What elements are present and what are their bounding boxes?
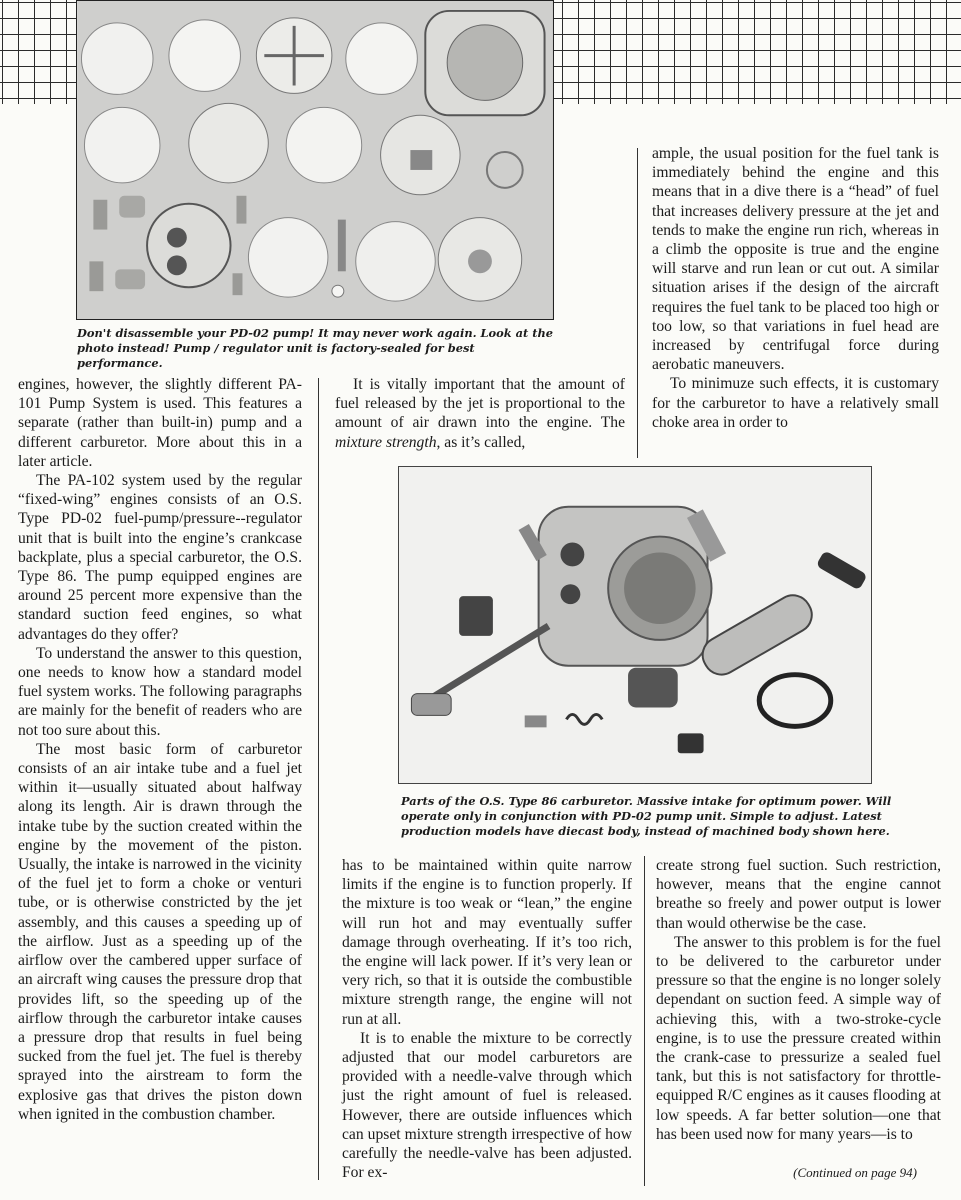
paragraph: The most basic form of carburetor consists of an air intake tube and a fuel jet within it—usually situated about halfway along its length. Air is drawn through the intake tube by the suction created within the engine by the movement of the piston. Usually, the intake is narrowed in the vicinity of the fuel jet to form a choke or venturi tube, or is otherwise constricted by the jet assembly, and this causes a speeding up of the airflow. Just as a speeding up of the airflow over the cambered upper surface of an aircraft wing causes the pressure drop that provides lift, so the speeding up of the airflow through the carburetor intake causes a pressure drop that results in fuel being sucked from the fuel jet. The fuel is thereby sprayed into the airstream to form the explosive gas that drives the piston down when ignited in the combustion chamber. <box>18 740 302 1123</box>
text-column-1 <box>18 375 302 1124</box>
carburetor-photo-caption <box>401 794 901 839</box>
text-column-3-top <box>652 144 939 432</box>
text-column-2-top <box>335 375 625 452</box>
text-run: , as it’s called, <box>436 433 526 451</box>
paragraph: engines, however, the slightly different PA-101 Pump System is used. This features a separate (rather than built-in) pump and a different carburetor. More about this in a later article. <box>18 376 302 470</box>
paragraph: To minimuze such effects, it is customary for the carburetor to have a relatively small choke area in order to <box>652 375 939 431</box>
pump-parts-illustration <box>77 1 553 319</box>
continued-note: (Continued on page 94) <box>793 1165 917 1180</box>
paragraph: ample, the usual position for the fuel tank is immediately behind the engine and this means that in a dive there is a “head” of fuel that increases delivery pressure at the jet and tends to make the engine run rich, whereas in a climb the opposite is true and the engine will starve and run lean or cut out. A similar situation arises if the design of the aircraft requires the fuel tank to be placed too high or too low, so that variations in fuel head are increased by centrifugal force during aerobatic maneuvers. <box>652 145 939 374</box>
column-rule <box>637 148 638 458</box>
pump-parts-photo <box>76 0 554 320</box>
text-column-3-bottom <box>656 856 941 1144</box>
caption-line: production models have diecast body, instead of machined body shown here. <box>401 824 890 838</box>
carburetor-illustration <box>399 467 871 783</box>
column-rule <box>318 378 319 1180</box>
text-run: It is vitally important that the amount of fuel released by the jet is proportional to the amount of air drawn into the engine. The <box>335 376 625 432</box>
caption-line: Don't disassemble your PD-02 pump! It may never work again. Look at the <box>77 326 553 340</box>
caption-line: Parts of the O.S. Type 86 carburetor. Massive intake for optimum power. Will <box>401 794 892 808</box>
column-rule <box>644 856 645 1186</box>
paragraph <box>335 375 625 452</box>
carburetor-parts-photo <box>398 466 872 784</box>
paragraph: The answer to this problem is for the fuel to be delivered to the carburetor under pressure so that the engine is no longer solely dependant on suction feed. A simple way of achieving this, with a two-stroke-cycle engine, is to use the pressure created within the crank-case to pressurize a sealed fuel tank, but this is not satisfactory for throttle-equipped R/C engines as it causes flooding at low speeds. A far better solution—one that has been used now for many years—is to <box>656 933 941 1143</box>
paragraph: The PA-102 system used by the regular “fixed-wing” engines consists of an O.S. Type PD-02 fuel-pump/pressure--regulator unit that is built into the engine’s crankcase backplate, plus a special carburetor, the O.S. Type 86. The pump equipped engines are around 25 percent more expensive than the standard suction feed engines, so what advantages do they offer? <box>18 472 302 643</box>
emphasis: mixture strength <box>335 433 437 451</box>
paragraph: has to be maintained within quite narrow limits if the engine is to function properly. If the mixture is too weak or “lean,” the engine will run hot and may eventually suffer damage through overheating. If it’s too rich, the engine will lack power. If it’s very lean or very rich, so that it is outside the combustible mixture strength range, the engine will not run at all. <box>342 857 632 1028</box>
caption-line: operate only in conjunction with PD-02 pump unit. Simple to adjust. Latest <box>401 809 882 823</box>
text-column-2-bottom <box>342 856 632 1182</box>
paragraph: create strong fuel suction. Such restriction, however, means that the engine cannot breathe so freely and power output is lower than would otherwise be the case. <box>656 857 941 932</box>
pump-photo-caption <box>77 326 557 371</box>
caption-line: photo instead! Pump / regulator unit is factory-sealed for best performance. <box>77 341 475 370</box>
paragraph: It is to enable the mixture to be correctly adjusted that our model carburetors are provided with a needle-valve through which just the right amount of fuel is released. However, there are outside influences which can upset mixture strength irrespective of how carefully the needle-valve has been adjusted. For ex- <box>342 1029 632 1182</box>
paragraph: To understand the answer to this question, one needs to know how a standard model fuel system works. The following paragraphs are mainly for the benefit of readers who are not too sure about this. <box>18 644 302 739</box>
